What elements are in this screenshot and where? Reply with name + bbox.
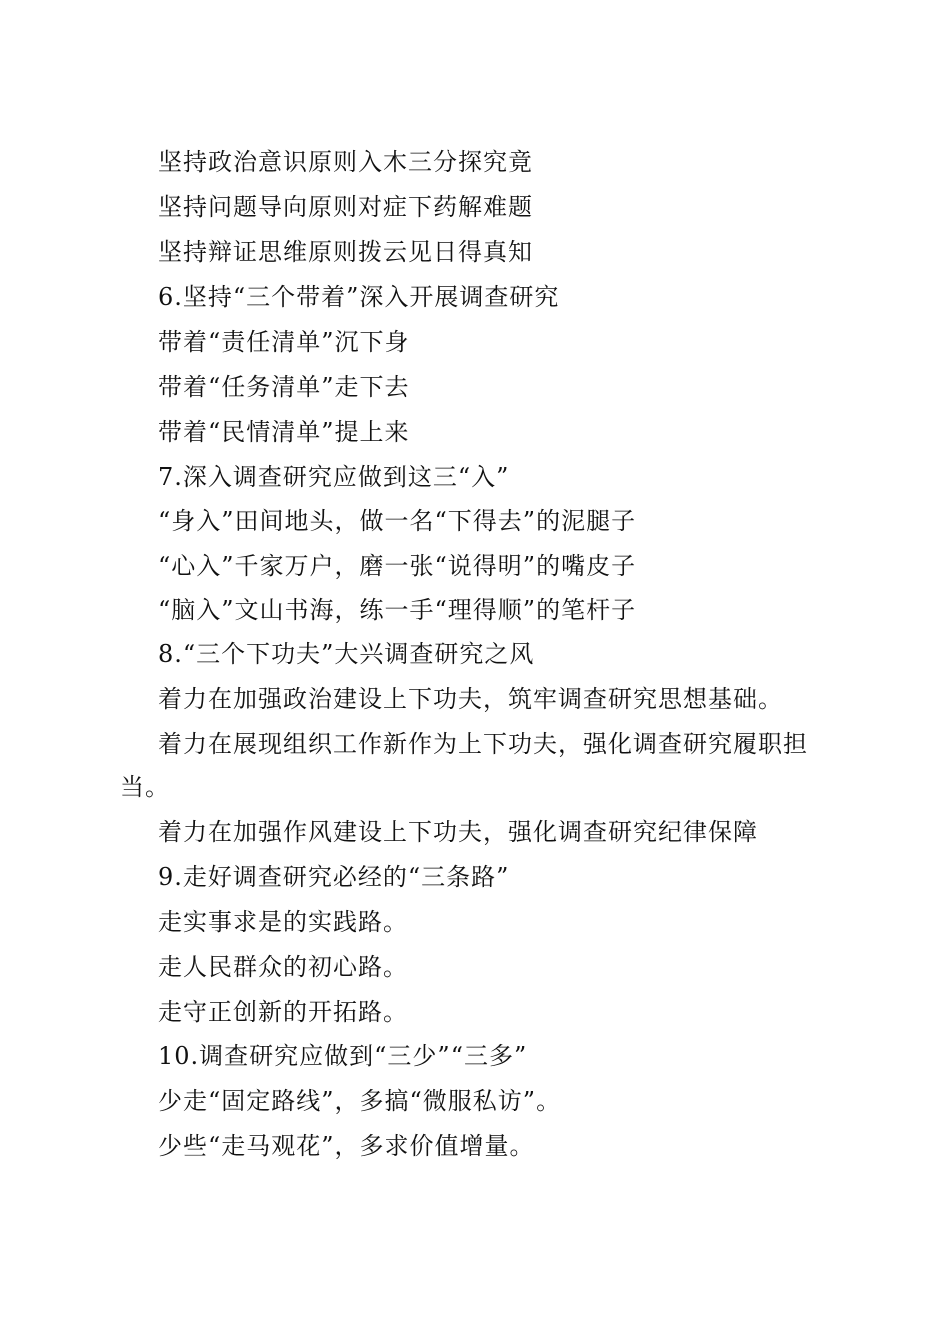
text-line: 着力在展现组织工作新作为上下功夫，强化调查研究履职担 (158, 730, 808, 758)
text-line: 走守正创新的开拓路。 (158, 998, 408, 1026)
text-line: “心入”千家万户，磨一张“说得明”的嘴皮子 (158, 552, 637, 580)
text-line: 坚持政治意识原则入木三分探究竟 (158, 148, 533, 176)
section-heading-9: 9.走好调查研究必经的“三条路” (158, 863, 510, 891)
section-heading-6: 6.坚持“三个带着”深入开展调查研究 (158, 283, 560, 311)
text-line: 着力在加强政治建设上下功夫，筑牢调查研究思想基础。 (158, 685, 783, 713)
text-line: 着力在加强作风建设上下功夫，强化调查研究纪律保障 (158, 818, 758, 846)
text-line: 带着“民情清单”提上来 (158, 418, 410, 446)
section-heading-7: 7.深入调查研究应做到这三“入” (158, 463, 510, 491)
text-line: 走人民群众的初心路。 (158, 953, 408, 981)
text-line: 带着“责任清单”沉下身 (158, 328, 410, 356)
text-line: 坚持问题导向原则对症下药解难题 (158, 193, 533, 221)
text-line: 少些“走马观花”，多求价值增量。 (158, 1132, 535, 1160)
section-heading-8: 8.“三个下功夫”大兴调查研究之风 (158, 640, 535, 668)
text-line: “身入”田间地头，做一名“下得去”的泥腿子 (158, 507, 637, 535)
text-line: “脑入”文山书海，练一手“理得顺”的笔杆子 (158, 596, 637, 624)
text-line-continuation: 当。 (120, 773, 170, 801)
text-line: 坚持辩证思维原则拨云见日得真知 (158, 238, 533, 266)
text-line: 带着“任务清单”走下去 (158, 373, 410, 401)
text-line: 走实事求是的实践路。 (158, 908, 408, 936)
text-line: 少走“固定路线”，多搞“微服私访”。 (158, 1087, 562, 1115)
section-heading-10: 10.调查研究应做到“三少”“三多” (158, 1042, 528, 1070)
